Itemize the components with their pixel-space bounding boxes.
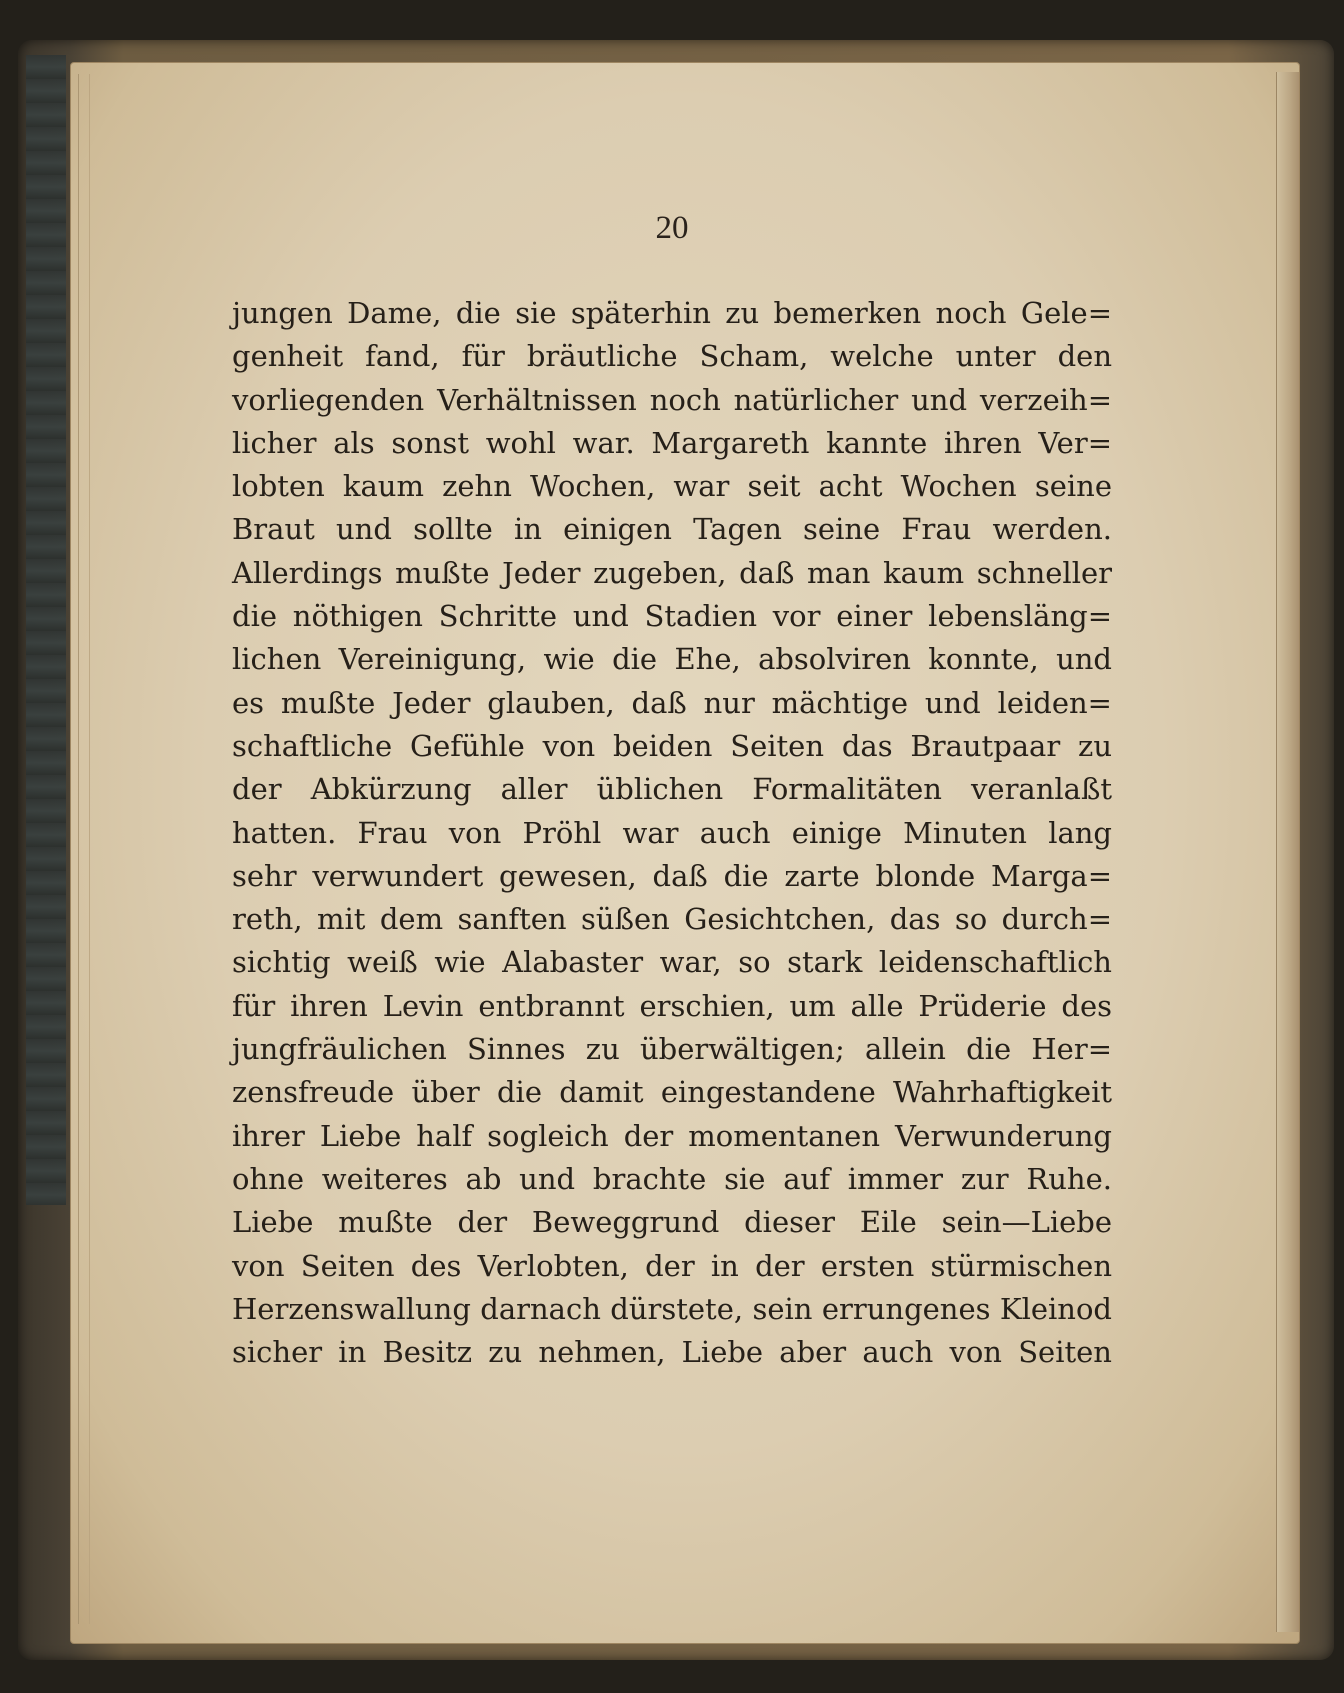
text-line: ohne weiteres ab und brachte sie auf immer zur Ruhe.	[232, 1161, 1112, 1196]
page-edge-right	[1276, 72, 1299, 1632]
text-line: genheit fand, für bräutliche Scham, welche unter den	[232, 339, 1112, 374]
page-edge-left	[78, 74, 90, 1624]
text-line: sichtig weiß wie Alabaster war, so stark leidenschaftlich	[232, 945, 1112, 980]
text-line: jungfräulichen Sinnes zu überwältigen; allein die Her=	[232, 1032, 1112, 1067]
text-line: für ihren Levin entbrannt erschien, um alle Prüderie des	[232, 988, 1112, 1023]
text-line: Liebe mußte der Beweggrund dieser Eile sein—Liebe	[232, 1205, 1112, 1240]
text-line: lichen Vereinigung, wie die Ehe, absolviren konnte, und	[232, 642, 1112, 677]
text-line: sehr verwundert gewesen, daß die zarte blonde Marga=	[232, 858, 1112, 893]
text-line: der Abkürzung aller üblichen Formalitäten veranlaßt	[232, 772, 1112, 807]
text-line: reth, mit dem sanften süßen Gesichtchen, das so durch=	[232, 902, 1112, 937]
text-line: von Seiten des Verlobten, der in der ersten stürmischen	[232, 1248, 1112, 1283]
page-text	[232, 292, 1112, 1374]
text-line: jungen Dame, die sie späterhin zu bemerken noch Gele=	[232, 296, 1112, 330]
text-line: es mußte Jeder glauben, daß nur mächtige und leiden=	[232, 685, 1112, 720]
text-line: Allerdings mußte Jeder zugeben, daß man kaum schneller	[232, 555, 1112, 590]
text-line: lobten kaum zehn Wochen, war seit acht Wochen seine	[232, 469, 1112, 504]
text-line: die nöthigen Schritte und Stadien vor einer lebensläng=	[232, 599, 1112, 634]
text-line: ihrer Liebe half sogleich der momentanen Verwunderung	[232, 1118, 1112, 1153]
text-line: sicher in Besitz zu nehmen, Liebe aber auch von Seiten	[232, 1335, 1112, 1370]
text-line: hatten. Frau von Pröhl war auch einige Minuten lang	[232, 815, 1112, 850]
text-line: Herzenswallung darnach dürstete, sein errungenes Kleinod	[232, 1291, 1112, 1326]
text-line: zensfreude über die damit eingestandene Wahrhaftigkeit	[232, 1075, 1112, 1110]
text-line: schaftliche Gefühle von beiden Seiten das Brautpaar zu	[232, 728, 1112, 763]
text-line: vorliegenden Verhältnissen noch natürlicher und verzeih=	[232, 382, 1112, 417]
page-number: 20	[655, 210, 689, 246]
text-line: Braut und sollte in einigen Tagen seine Frau werden.	[232, 512, 1112, 547]
text-line: licher als sonst wohl war. Margareth kannte ihren Ver=	[232, 425, 1112, 460]
